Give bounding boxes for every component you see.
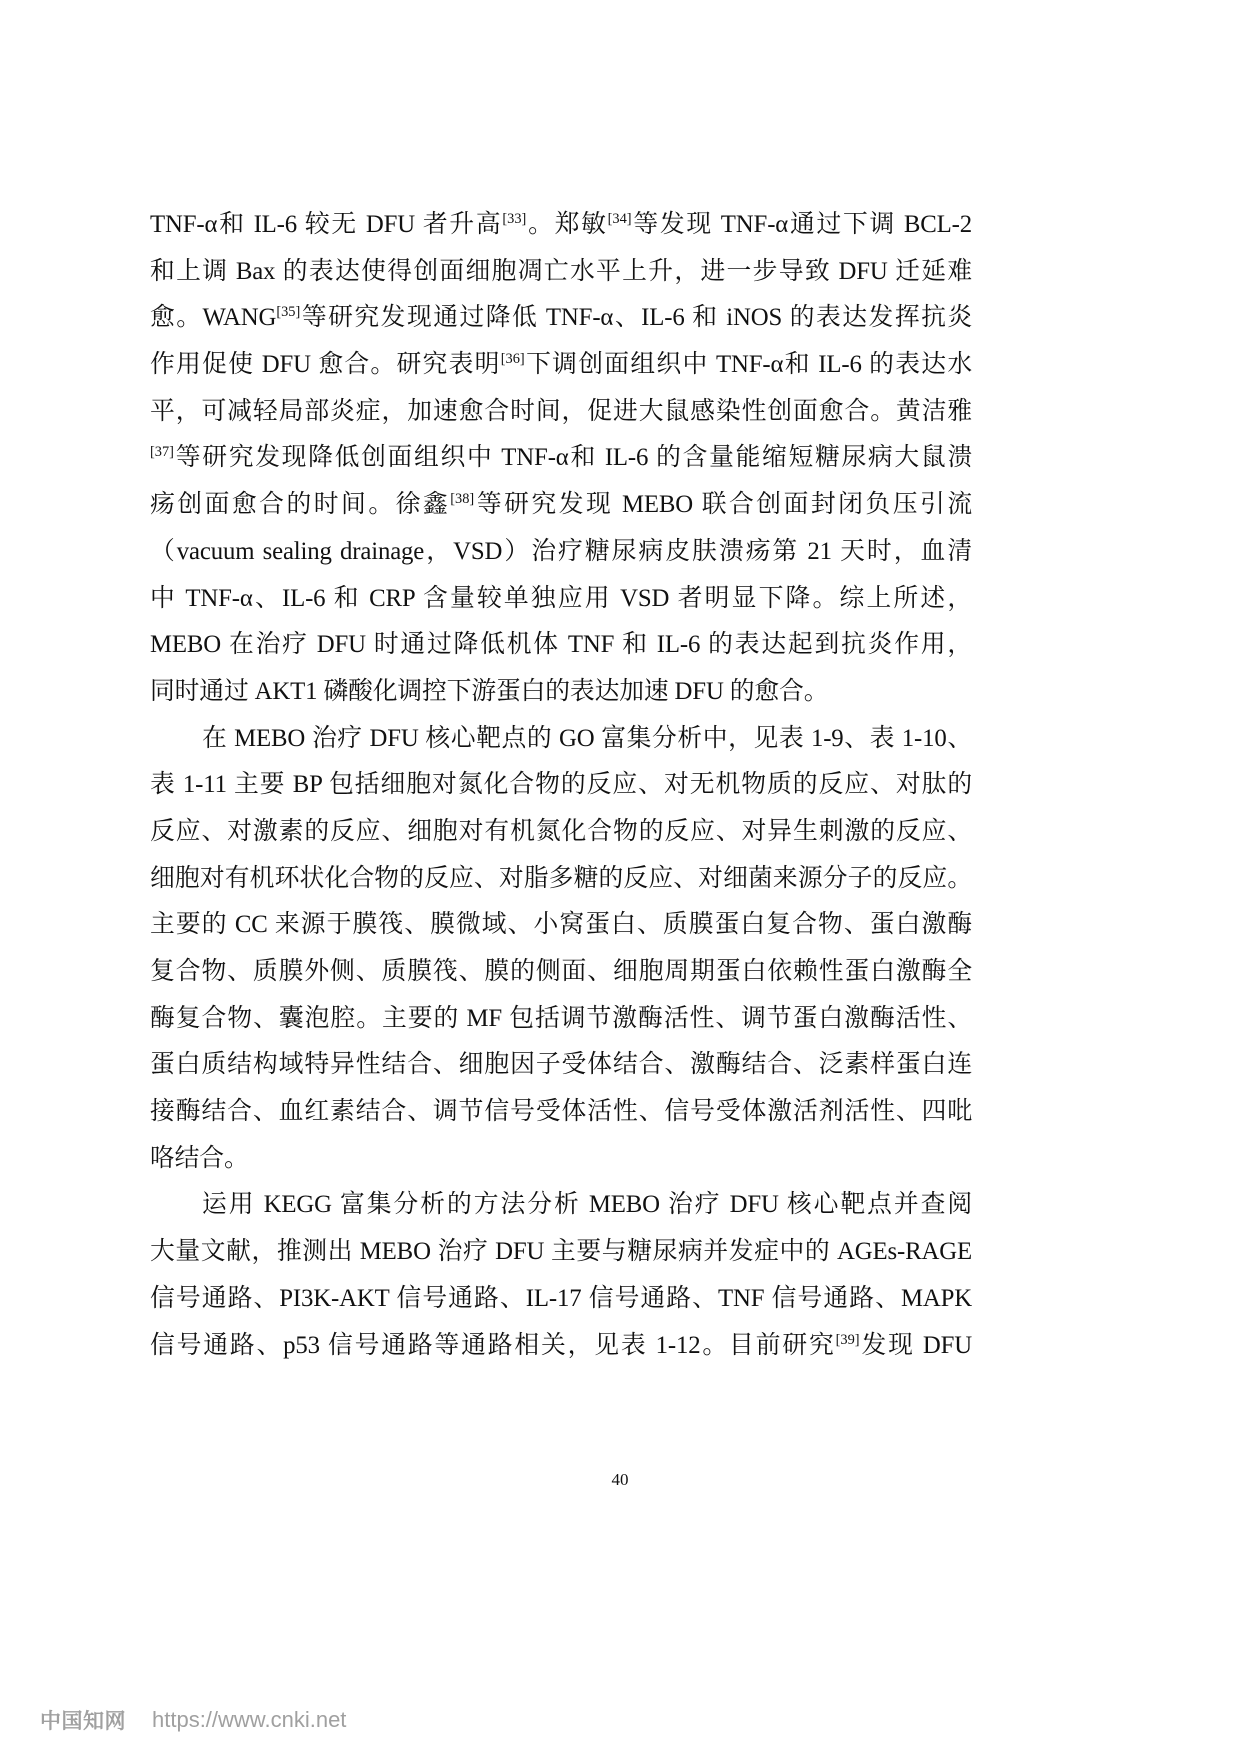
text-line bbox=[150, 1042, 972, 1089]
citation-superscript: [38] bbox=[450, 491, 475, 508]
text-run: 等研究发现通过降低 TNF-α、IL-6 和 iNOS 的表达发挥抗炎 bbox=[300, 304, 972, 332]
citation-superscript: [33] bbox=[502, 211, 527, 228]
text-run: 酶复合物、囊泡腔。主要的 MF 包括调节激酶活性、调节蛋白激酶活性、 bbox=[150, 1004, 972, 1032]
text-line bbox=[150, 482, 972, 529]
text-run: （vacuum sealing drainage，VSD）治疗糖尿病皮肤溃疡第 21 天时，血清 bbox=[150, 537, 972, 565]
text-run: 复合物、质膜外侧、质膜筏、膜的侧面、细胞周期蛋白依赖性蛋白激酶全 bbox=[150, 958, 972, 985]
text-line bbox=[150, 295, 972, 342]
text-run: 等发现 TNF-α通过下调 BCL-2 bbox=[631, 211, 972, 238]
text-line bbox=[150, 1182, 972, 1229]
text-line bbox=[150, 1136, 972, 1183]
body-text bbox=[150, 202, 972, 1369]
text-run: 主要的 CC 来源于膜筏、膜微域、小窝蛋白、质膜蛋白复合物、蛋白激酶 bbox=[150, 911, 972, 939]
text-line bbox=[150, 1323, 972, 1370]
text-line bbox=[150, 762, 972, 809]
text-run: 中 TNF-α、IL-6 和 CRP 含量较单独应用 VSD 者明显下降。综上所述， bbox=[150, 584, 972, 612]
text-run: 信号通路、PI3K-AKT 信号通路、IL-17 信号通路、TNF 信号通路、MAPK bbox=[150, 1284, 972, 1312]
text-run: MEBO 在治疗 DFU 时通过降低机体 TNF 和 IL-6 的表达起到抗炎作用， bbox=[150, 631, 972, 659]
text-run: 平，可减轻局部炎症，加速愈合时间，促进大鼠感染性创面愈合。黄洁雅 bbox=[150, 397, 972, 425]
text-run: 接酶结合、血红素结合、调节信号受体活性、信号受体激活剂活性、四吡 bbox=[150, 1098, 972, 1126]
text-run: 反应、对激素的反应、细胞对有机氮化合物的反应、对异生刺激的反应、 bbox=[150, 817, 972, 845]
citation-superscript: [35] bbox=[276, 304, 301, 321]
text-line bbox=[150, 435, 972, 482]
text-line bbox=[150, 1276, 972, 1323]
citation-superscript: [39] bbox=[835, 1331, 860, 1348]
text-line bbox=[150, 529, 972, 576]
text-line bbox=[150, 1229, 972, 1276]
text-line bbox=[150, 342, 972, 389]
text-line bbox=[150, 622, 972, 669]
text-run: 同时通过 AKT1 磷酸化调控下游蛋白的表达加速 DFU 的愈合。 bbox=[150, 677, 829, 705]
text-line bbox=[150, 576, 972, 623]
text-run: 咯结合。 bbox=[150, 1144, 249, 1172]
text-run: TNF-α和 IL-6 较无 DFU 者升高 bbox=[150, 211, 503, 238]
text-run: 等研究发现 MEBO 联合创面封闭负压引流 bbox=[474, 491, 972, 519]
text-line bbox=[150, 902, 972, 949]
text-run: 细胞对有机环状化合物的反应、对脂多糖的反应、对细菌来源分子的反应。 bbox=[150, 864, 972, 892]
text-run: 等研究发现降低创面组织中 TNF-α和 IL-6 的含量能缩短糖尿病大鼠溃 bbox=[173, 444, 972, 472]
text-run: 下调创面组织中 TNF-α和 IL-6 的表达水 bbox=[524, 351, 972, 379]
paragraph bbox=[150, 202, 972, 716]
cnki-logo: 中国知网 bbox=[40, 1710, 126, 1733]
text-run: 在 MEBO 治疗 DFU 核心靶点的 GO 富集分析中，见表 1-9、表 1-10、 bbox=[202, 724, 972, 752]
citation-superscript: [36] bbox=[500, 351, 525, 368]
text-line bbox=[150, 949, 972, 996]
footer-url: https://www.cnki.net bbox=[152, 1707, 347, 1732]
text-line bbox=[150, 202, 972, 249]
text-line bbox=[150, 996, 972, 1043]
text-run: 作用促使 DFU 愈合。研究表明 bbox=[150, 351, 501, 379]
text-line bbox=[150, 669, 972, 716]
text-line bbox=[150, 249, 972, 296]
text-run: 表 1-11 主要 BP 包括细胞对氮化合物的反应、对无机物质的反应、对肽的 bbox=[150, 771, 972, 799]
text-line bbox=[150, 809, 972, 856]
text-line bbox=[150, 1089, 972, 1136]
text-run: 疡创面愈合的时间。徐鑫 bbox=[150, 491, 451, 519]
page-number: 40 bbox=[611, 1470, 629, 1489]
text-run: 愈。WANG bbox=[150, 304, 277, 332]
text-line bbox=[150, 389, 972, 436]
text-line bbox=[150, 856, 972, 903]
text-line bbox=[150, 716, 972, 763]
text-run: 运用 KEGG 富集分析的方法分析 MEBO 治疗 DFU 核心靶点并查阅 bbox=[202, 1191, 972, 1219]
text-run: 蛋白质结构域特异性结合、细胞因子受体结合、激酶结合、泛素样蛋白连 bbox=[150, 1051, 972, 1079]
citation-superscript: [37] bbox=[150, 444, 174, 461]
text-run: 和上调 Bax 的表达使得创面细胞凋亡水平上升，进一步导致 DFU 迁延难 bbox=[150, 257, 972, 285]
paragraph bbox=[150, 716, 972, 1183]
text-run: 发现 DFU bbox=[859, 1331, 972, 1359]
footer-watermark bbox=[40, 1705, 346, 1735]
text-run: 。郑敏 bbox=[526, 211, 608, 238]
text-run: 信号通路、p53 信号通路等通路相关，见表 1-12。目前研究 bbox=[150, 1331, 836, 1359]
paragraph bbox=[150, 1182, 972, 1369]
citation-superscript: [34] bbox=[607, 211, 632, 228]
text-run: 大量文献，推测出 MEBO 治疗 DFU 主要与糖尿病并发症中的 AGEs-RAGE bbox=[150, 1238, 972, 1266]
